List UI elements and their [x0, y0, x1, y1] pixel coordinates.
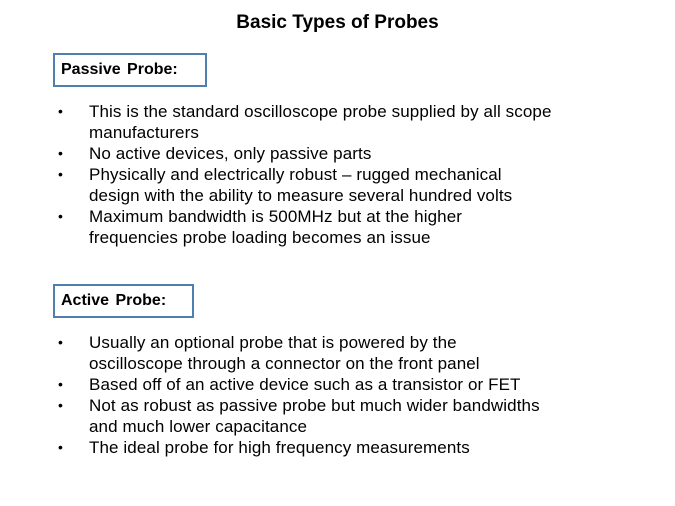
bullet-icon: • — [58, 334, 64, 350]
list-item-line: This is the standard oscilloscope probe supplied by all scope — [89, 102, 552, 121]
list-item-line: frequencies probe loading becomes an issue — [89, 228, 431, 247]
active-probe-list — [0, 332, 640, 458]
list-item — [0, 332, 640, 374]
list-item-line: The ideal probe for high frequency measurements — [89, 438, 470, 457]
list-item-line: Usually an optional probe that is powered by the — [89, 333, 457, 352]
passive-probe-list — [0, 101, 640, 248]
bullet-icon: • — [58, 145, 64, 161]
bullet-icon: • — [58, 103, 64, 119]
bullet-icon: • — [58, 397, 64, 413]
list-item-line: design with the ability to measure several hundred volts — [89, 186, 513, 205]
list-item — [0, 437, 640, 458]
passive-probe-heading — [53, 53, 207, 87]
active-probe-heading — [53, 284, 194, 318]
list-item-line: manufacturers — [89, 123, 199, 142]
page-title: Basic Types of Probes — [236, 12, 439, 33]
list-item — [0, 395, 640, 437]
list-item — [0, 164, 640, 206]
list-item-line: Not as robust as passive probe but much wider bandwidths — [89, 396, 540, 415]
list-item — [0, 374, 640, 395]
list-item-line: Maximum bandwidth is 500MHz but at the higher — [89, 207, 463, 226]
active-probe-heading-text: Active Probe: — [61, 292, 167, 309]
bullet-icon: • — [58, 166, 64, 182]
list-item-line: Physically and electrically robust – rugged mechanical — [89, 165, 502, 184]
bullet-icon: • — [58, 208, 64, 224]
list-item-line: Based off of an active device such as a transistor or FET — [89, 375, 521, 394]
list-item-line: and much lower capacitance — [89, 417, 308, 436]
list-item-line: No active devices, only passive parts — [89, 144, 372, 163]
list-item — [0, 101, 640, 143]
passive-probe-heading-text: Passive Probe: — [61, 61, 178, 78]
list-item — [0, 143, 640, 164]
list-item — [0, 206, 640, 248]
list-item-line: oscilloscope through a connector on the front panel — [89, 354, 480, 373]
bullet-icon: • — [58, 439, 64, 455]
bullet-icon: • — [58, 376, 64, 392]
